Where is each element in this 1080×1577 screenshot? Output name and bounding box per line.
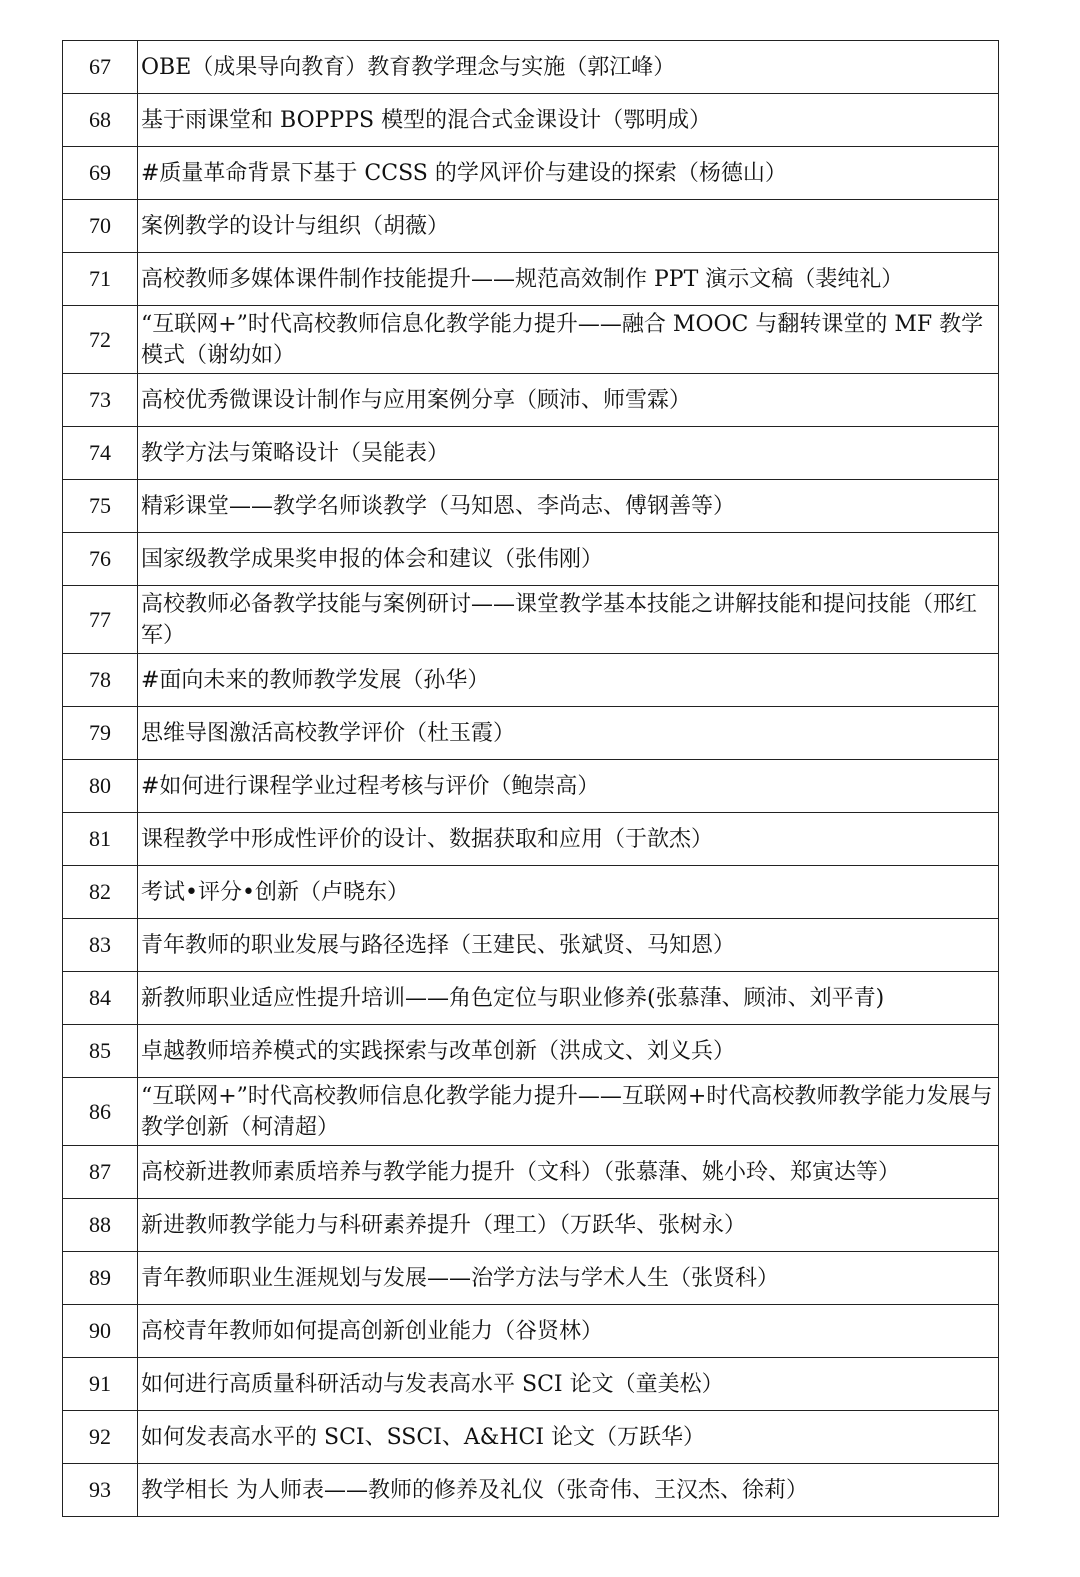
row-number: 74 — [63, 427, 138, 480]
course-title: OBE（成果导向教育）教育教学理念与实施（郭江峰） — [138, 41, 999, 94]
table-row — [63, 1252, 999, 1305]
row-number: 89 — [63, 1252, 138, 1305]
course-title: 国家级教学成果奖申报的体会和建议（张伟刚） — [138, 533, 999, 586]
course-title: 高校教师多媒体课件制作技能提升——规范高效制作 PPT 演示文稿（裴纯礼） — [138, 253, 999, 306]
table-row — [63, 1305, 999, 1358]
course-title: 高校教师必备教学技能与案例研讨——课堂教学基本技能之讲解技能和提问技能（邢红军） — [138, 586, 999, 654]
course-title: #质量革命背景下基于 CCSS 的学风评价与建设的探索（杨德山） — [138, 147, 999, 200]
row-number: 80 — [63, 760, 138, 813]
course-title: 卓越教师培养模式的实践探索与改革创新（洪成文、刘义兵） — [138, 1025, 999, 1078]
course-title: 考试•评分•创新（卢晓东） — [138, 866, 999, 919]
row-number: 82 — [63, 866, 138, 919]
course-title: 如何进行高质量科研活动与发表高水平 SCI 论文（童美松） — [138, 1358, 999, 1411]
table-row — [63, 1199, 999, 1252]
row-number: 77 — [63, 586, 138, 654]
table-row — [63, 94, 999, 147]
table-row — [63, 760, 999, 813]
table-row — [63, 1146, 999, 1199]
row-number: 79 — [63, 707, 138, 760]
row-number: 83 — [63, 919, 138, 972]
table-row — [63, 200, 999, 253]
course-title: 青年教师的职业发展与路径选择（王建民、张斌贤、马知恩） — [138, 919, 999, 972]
course-title: “互联网+”时代高校教师信息化教学能力提升——互联网+时代高校教师教学能力发展与教学创新（柯清超） — [138, 1078, 999, 1146]
row-number: 84 — [63, 972, 138, 1025]
row-number: 85 — [63, 1025, 138, 1078]
row-number: 73 — [63, 374, 138, 427]
table-row — [63, 147, 999, 200]
row-number: 78 — [63, 654, 138, 707]
course-title: #面向未来的教师教学发展（孙华） — [138, 654, 999, 707]
course-title: 高校青年教师如何提高创新创业能力（谷贤林） — [138, 1305, 999, 1358]
table-row — [63, 866, 999, 919]
row-number: 76 — [63, 533, 138, 586]
course-title: 青年教师职业生涯规划与发展——治学方法与学术人生（张贤科） — [138, 1252, 999, 1305]
row-number: 71 — [63, 253, 138, 306]
course-title: 基于雨课堂和 BOPPPS 模型的混合式金课设计（鄂明成） — [138, 94, 999, 147]
table-row — [63, 306, 999, 374]
course-title: 高校优秀微课设计制作与应用案例分享（顾沛、师雪霖） — [138, 374, 999, 427]
table-row — [63, 586, 999, 654]
table-row — [63, 1078, 999, 1146]
row-number: 75 — [63, 480, 138, 533]
row-number: 72 — [63, 306, 138, 374]
course-title: 思维导图激活高校教学评价（杜玉霞） — [138, 707, 999, 760]
table-row — [63, 41, 999, 94]
row-number: 93 — [63, 1464, 138, 1517]
table-row — [63, 707, 999, 760]
course-title: 案例教学的设计与组织（胡薇） — [138, 200, 999, 253]
course-title: 如何发表高水平的 SCI、SSCI、A&HCI 论文（万跃华） — [138, 1411, 999, 1464]
table-row — [63, 1025, 999, 1078]
table-row — [63, 1411, 999, 1464]
table-row — [63, 427, 999, 480]
row-number: 91 — [63, 1358, 138, 1411]
table-row — [63, 654, 999, 707]
row-number: 68 — [63, 94, 138, 147]
course-list-body — [63, 41, 999, 1517]
course-title: 课程教学中形成性评价的设计、数据获取和应用（于歆杰） — [138, 813, 999, 866]
row-number: 88 — [63, 1199, 138, 1252]
course-title: 高校新进教师素质培养与教学能力提升（文科）（张慕葏、姚小玲、郑寅达等） — [138, 1146, 999, 1199]
course-title: 教学方法与策略设计（吴能表） — [138, 427, 999, 480]
course-title: 精彩课堂——教学名师谈教学（马知恩、李尚志、傅钢善等） — [138, 480, 999, 533]
table-row — [63, 1464, 999, 1517]
row-number: 70 — [63, 200, 138, 253]
course-title: 教学相长 为人师表——教师的修养及礼仪（张奇伟、王汉杰、徐莉） — [138, 1464, 999, 1517]
table-row — [63, 374, 999, 427]
row-number: 69 — [63, 147, 138, 200]
course-list-table-wrapper — [62, 40, 999, 1517]
row-number: 92 — [63, 1411, 138, 1464]
course-title: “互联网+”时代高校教师信息化教学能力提升——融合 MOOC 与翻转课堂的 MF 教学模式（谢幼如） — [138, 306, 999, 374]
table-row — [63, 253, 999, 306]
table-row — [63, 813, 999, 866]
row-number: 86 — [63, 1078, 138, 1146]
course-title: 新进教师教学能力与科研素养提升（理工）（万跃华、张树永） — [138, 1199, 999, 1252]
table-row — [63, 533, 999, 586]
course-title: 新教师职业适应性提升培训——角色定位与职业修养(张慕葏、顾沛、刘平青) — [138, 972, 999, 1025]
course-title: #如何进行课程学业过程考核与评价（鲍崇高） — [138, 760, 999, 813]
table-row — [63, 480, 999, 533]
course-list-table — [62, 40, 999, 1517]
row-number: 87 — [63, 1146, 138, 1199]
row-number: 67 — [63, 41, 138, 94]
row-number: 90 — [63, 1305, 138, 1358]
table-row — [63, 1358, 999, 1411]
row-number: 81 — [63, 813, 138, 866]
table-row — [63, 972, 999, 1025]
table-row — [63, 919, 999, 972]
